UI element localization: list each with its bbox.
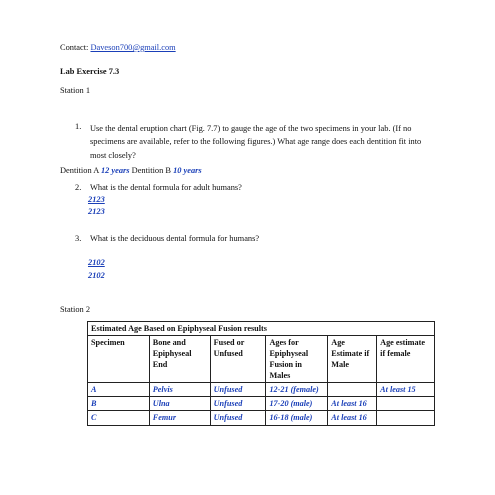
q3-answer-lower: 2102 [88, 271, 105, 280]
q2-answer-lower: 2123 [88, 207, 105, 216]
q2-text: What is the dental formula for adult humans? [90, 183, 242, 192]
cell-fused: Unfused [210, 411, 266, 425]
cell-age-male [328, 383, 377, 397]
lab-title: Lab Exercise 7.3 [60, 67, 120, 76]
header-specimen: Specimen [88, 336, 150, 383]
cell-age-female: At least 15 [377, 383, 435, 397]
q2-answer-upper: 2123 [88, 195, 105, 204]
contact-label: Contact: [60, 43, 89, 52]
cell-age-male: At least 16 [328, 411, 377, 425]
q2-number: 2. [75, 183, 82, 192]
header-age-female: Age estimate if female [377, 336, 435, 383]
q1-text: Use the dental eruption chart (Fig. 7.7) to gauge the age of the two specimens in your lab. (If no specimens are available, refer to the following figures.) What age range does each dentition fit into most closely? [90, 124, 422, 160]
cell-ages-fusion: 16-18 (male) [266, 411, 328, 425]
cell-bone: Pelvis [149, 383, 210, 397]
table-row [88, 383, 435, 397]
cell-bone: Femur [149, 411, 210, 425]
dentition-b-label: Dentition B [131, 166, 171, 175]
cell-ages-fusion: 12-21 (female) [266, 383, 328, 397]
q3-answer-upper: 2102 [88, 258, 105, 267]
contact-email-link[interactable]: Daveson700@gmail.com [90, 43, 176, 52]
cell-age-female [377, 411, 435, 425]
station1-heading: Station 1 [60, 86, 91, 95]
dentition-a-value: 12 years [100, 166, 130, 175]
cell-age-male: At least 16 [328, 397, 377, 411]
q3-text: What is the deciduous dental formula for humans? [90, 234, 260, 243]
contact-line [60, 43, 176, 54]
q1-number: 1. [75, 122, 82, 131]
dentition-line [60, 166, 202, 177]
table-row [88, 411, 435, 425]
q3-number: 3. [75, 234, 82, 243]
dentition-b-value: 10 years [173, 166, 202, 175]
cell-ages-fusion: 17-20 (male) [266, 397, 328, 411]
header-age-male: Age Estimate if Male [328, 336, 377, 383]
table-row [88, 397, 435, 411]
cell-bone: Ulna [149, 397, 210, 411]
cell-specimen: C [88, 411, 150, 425]
table-header-row [88, 336, 435, 383]
header-fused: Fused or Unfused [210, 336, 266, 383]
epiphyseal-fusion-table [87, 321, 435, 426]
header-ages-fusion: Ages for Epiphyseal Fusion in Males [266, 336, 328, 383]
cell-fused: Unfused [210, 383, 266, 397]
dentition-a-label: Dentition A [60, 166, 99, 175]
cell-specimen: B [88, 397, 150, 411]
cell-fused: Unfused [210, 397, 266, 411]
header-bone: Bone and Epiphyseal End [149, 336, 210, 383]
cell-age-female [377, 397, 435, 411]
cell-specimen: A [88, 383, 150, 397]
table-caption: Estimated Age Based on Epiphyseal Fusion results [88, 322, 435, 336]
station2-heading: Station 2 [60, 305, 91, 314]
